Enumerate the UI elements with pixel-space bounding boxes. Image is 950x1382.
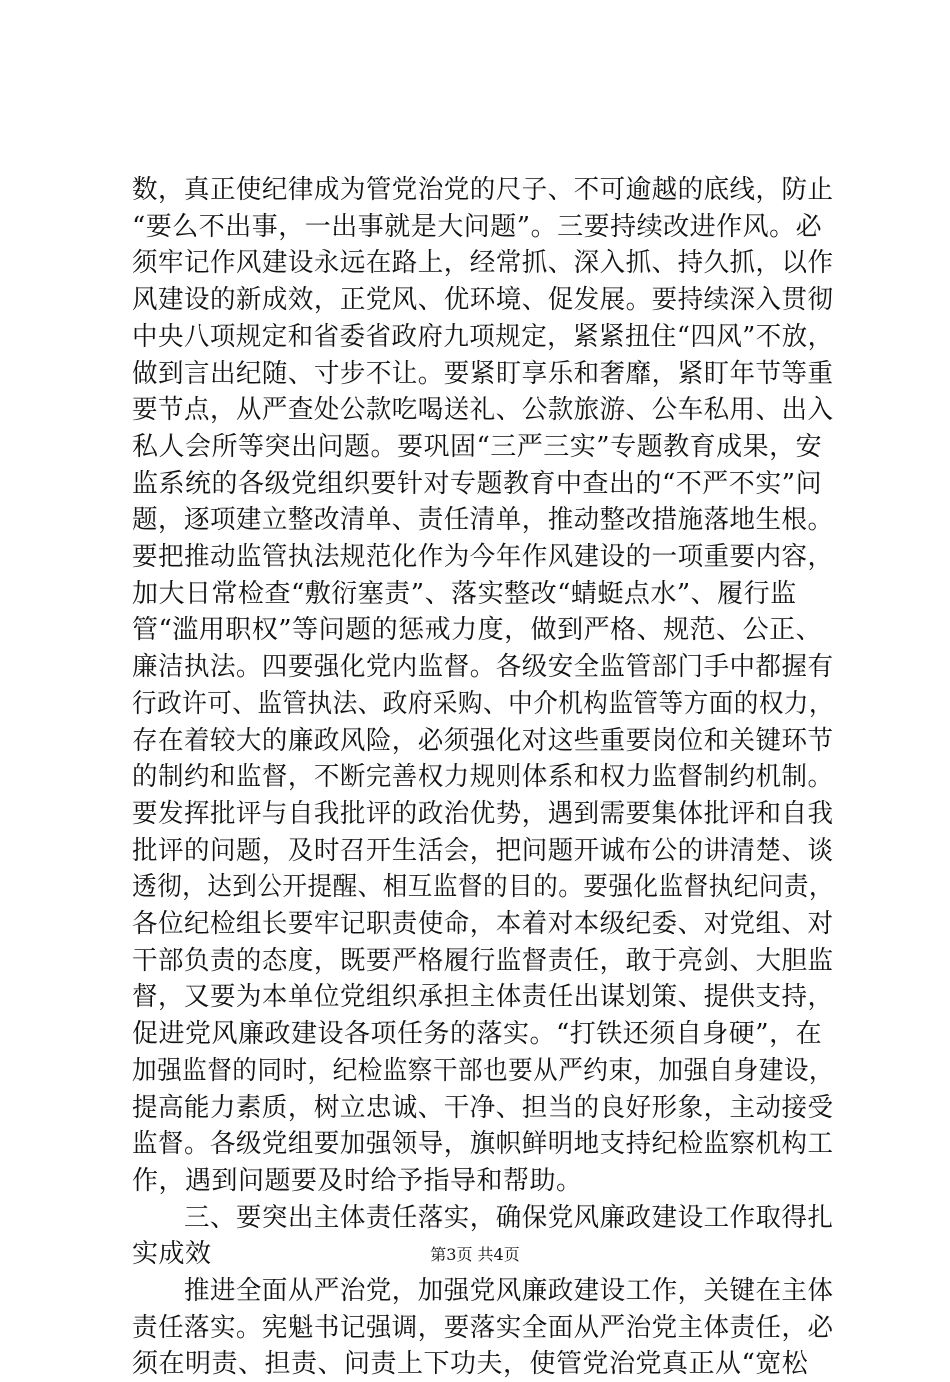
text-line: 促进党风廉政建设各项任务的落实。“打铁还须自身硬”，在 (132, 1019, 823, 1049)
text-line: 提高能力素质，树立忠诚、干净、担当的良好形象，主动接受 (132, 1093, 834, 1123)
text-line: 批评的问题，及时召开生活会，把问题开诚布公的讲清楚、谈 (132, 836, 834, 866)
text-line: 督，又要为本单位党组织承担主体责任出谋划策、提供支持， (132, 982, 834, 1012)
text-line: 三、要突出主体责任落实，确保党风廉政建设工作取得扎 (132, 1203, 834, 1233)
text-line: 监系统的各级党组织要针对专题教育中查出的“不严不实”问 (132, 469, 823, 499)
text-line: 中央八项规定和省委省政府九项规定，紧紧扭住“四风”不放， (132, 322, 834, 352)
text-line: 题，逐项建立整改清单、责任清单，推动整改措施落地生根。 (132, 505, 834, 535)
text-line: 要节点，从严查处公款吃喝送礼、公款旅游、公车私用、出入 (132, 395, 834, 425)
text-line: 各位纪检组长要牢记职责使命，本着对本级纪委、对党组、对 (132, 909, 834, 939)
text-line: 推进全面从严治党，加强党风廉政建设工作，关键在主体 (132, 1276, 834, 1306)
text-line: 要把推动监管执法规范化作为今年作风建设的一项重要内容， (132, 542, 834, 572)
text-line: 须在明责、担责、问责上下功夫，使管党治党真正从“宽松 (132, 1349, 809, 1379)
text-line: 存在着较大的廉政风险，必须强化对这些重要岗位和关键环节 (132, 726, 834, 756)
text-line: 透彻，达到公开提醒、相互监督的目的。要强化监督执纪问责， (132, 872, 835, 902)
text-line: 私人会所等突出问题。要巩固“三严三实”专题教育成果，安 (132, 432, 823, 462)
text-line: “要么不出事，一出事就是大问题”。三要持续改进作风。必 (132, 212, 823, 242)
text-line: 作，遇到问题要及时给予指导和帮助。 (132, 1166, 583, 1196)
text-line: 要发挥批评与自我批评的政治优势，遇到需要集体批评和自我 (132, 799, 834, 829)
text-line: 廉洁执法。四要强化党内监督。各级安全监管部门手中都握有 (132, 652, 834, 682)
text-line: 行政许可、监管执法、政府采购、中介机构监管等方面的权力， (132, 689, 835, 719)
text-line: 加强监督的同时，纪检监察干部也要从严约束，加强自身建设， (132, 1056, 835, 1086)
page-footer: 第3页 共4页 (430, 1245, 520, 1264)
text-line: 须牢记作风建设永远在路上，经常抓、深入抓、持久抓，以作 (132, 248, 834, 278)
text-line: 责任落实。宪魁书记强调，要落实全面从严治党主体责任，必 (132, 1313, 834, 1343)
text-line: 管“滥用职权”等问题的惩戒力度，做到严格、规范、公正、 (132, 615, 823, 645)
text-line: 加大日常检查“敷衍塞责”、落实整改“蜻蜓点水”、履行监 (132, 579, 797, 609)
text-line: 风建设的新成效，正党风、优环境、促发展。要持续深入贯彻 (132, 285, 834, 315)
text-line: 的制约和监督，不断完善权力规则体系和权力监督制约机制。 (132, 762, 834, 792)
text-line: 监督。各级党组要加强领导，旗帜鲜明地支持纪检监察机构工 (132, 1129, 834, 1159)
text-line: 实成效 (132, 1239, 212, 1269)
text-line: 做到言出纪随、寸步不让。要紧盯享乐和奢靡，紧盯年节等重 (132, 359, 834, 389)
text-line: 数，真正使纪律成为管党治党的尺子、不可逾越的底线，防止 (132, 175, 834, 205)
text-line: 干部负责的态度，既要严格履行监督责任，敢于亮剑、大胆监 (132, 946, 834, 976)
